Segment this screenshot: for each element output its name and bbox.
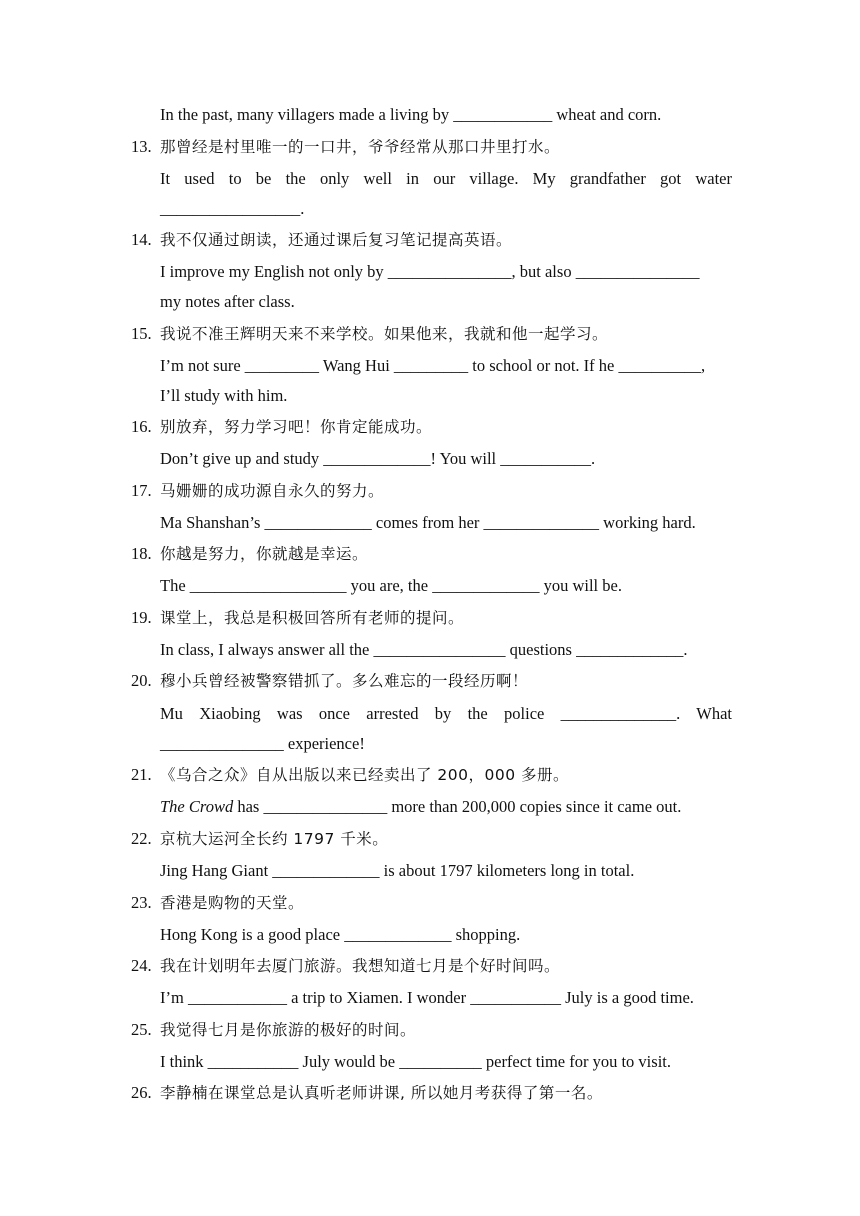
- question-22: [131, 829, 731, 849]
- question-14: [131, 230, 731, 250]
- question-number: 21.: [131, 765, 152, 784]
- question-26: [131, 1083, 731, 1103]
- question-number: 18.: [131, 544, 152, 563]
- question-number: 13.: [131, 137, 152, 156]
- question-20: [131, 671, 731, 691]
- question-prompt: 马姗姗的成功源自永久的努力。: [160, 482, 385, 500]
- answer-line-18: The ___________________ you are, the _____________ you will be.: [160, 576, 622, 595]
- answer-line-17: Ma Shanshan’s _____________ comes from her ______________ working hard.: [160, 513, 696, 532]
- question-number: 22.: [131, 829, 152, 848]
- question-prompt: 我在计划明年去厦门旅游。我想知道七月是个好时间吗。: [160, 957, 561, 975]
- question-18: [131, 544, 731, 564]
- question-number: 14.: [131, 230, 152, 249]
- question-17: [131, 481, 731, 501]
- question-25: [131, 1020, 731, 1040]
- question-24: [131, 956, 731, 976]
- question-number: 17.: [131, 481, 152, 500]
- answer-line-13b: _________________.: [160, 199, 305, 218]
- question-number: 23.: [131, 893, 152, 912]
- answer-line-22: Jing Hang Giant _____________ is about 1797 kilometers long in total.: [160, 861, 635, 880]
- answer-line-21: [160, 797, 732, 817]
- question-prompt: 李静楠在课堂总是认真听老师讲课, 所以她月考获得了第一名。: [160, 1084, 603, 1102]
- answer-line-12: In the past, many villagers made a living by ____________ wheat and corn.: [160, 105, 662, 124]
- question-number: 16.: [131, 417, 152, 436]
- question-16: [131, 417, 731, 437]
- answer-line-20b: _______________ experience!: [160, 734, 365, 753]
- answer-line-14b: my notes after class.: [160, 292, 295, 311]
- question-prompt: 我说不准王辉明天来不来学校。如果他来，我就和他一起学习。: [160, 325, 609, 343]
- answer-line-19: In class, I always answer all the ________________ questions _____________.: [160, 640, 688, 659]
- question-prompt: 我觉得七月是你旅游的极好的时间。: [160, 1021, 417, 1039]
- question-21: [131, 765, 731, 785]
- question-prompt: 你越是努力，你就越是幸运。: [160, 545, 369, 563]
- question-13: [131, 137, 731, 157]
- question-prompt: 我不仅通过朗读，还通过课后复习笔记提高英语。: [160, 231, 513, 249]
- question-number: 15.: [131, 324, 152, 343]
- question-prompt: 京杭大运河全长约 1797 千米。: [160, 830, 389, 848]
- book-title: The Crowd: [160, 797, 234, 816]
- question-prompt: 别放弃，努力学习吧！你肯定能成功。: [160, 418, 433, 436]
- answer-line-13a: It used to be the only well in our village. My grandfather got water: [160, 169, 732, 188]
- answer-line-24: I’m ____________ a trip to Xiamen. I wonder ___________ July is a good time.: [160, 988, 694, 1007]
- question-number: 25.: [131, 1020, 152, 1039]
- question-prompt: 《乌合之众》自从出版以来已经卖出了 200，000 多册。: [160, 766, 570, 784]
- question-prompt: 那曾经是村里唯一的一口井，爷爷经常从那口井里打水。: [160, 138, 561, 156]
- answer-line-20a: Mu Xiaobing was once arrested by the police ______________. What: [160, 704, 732, 723]
- answer-text: has _______________ more than 200,000 copies since it came out.: [233, 797, 682, 816]
- question-number: 26.: [131, 1083, 152, 1102]
- question-number: 24.: [131, 956, 152, 975]
- question-number: 20.: [131, 671, 152, 690]
- question-prompt: 课堂上，我总是积极回答所有老师的提问。: [160, 609, 465, 627]
- question-19: [131, 608, 731, 628]
- question-prompt: 穆小兵曾经被警察错抓了。多么难忘的一段经历啊！: [160, 672, 529, 690]
- answer-line-16: Don’t give up and study _____________! You will ___________.: [160, 449, 596, 468]
- answer-line-14a: I improve my English not only by _______________, but also _______________: [160, 262, 700, 281]
- question-prompt: 香港是购物的天堂。: [160, 894, 305, 912]
- question-number: 19.: [131, 608, 152, 627]
- answer-line-25: I think ___________ July would be __________ perfect time for you to visit.: [160, 1052, 671, 1071]
- answer-line-15a: I’m not sure _________ Wang Hui _________ to school or not. If he __________,: [160, 356, 706, 375]
- question-23: [131, 893, 731, 913]
- answer-line-23: Hong Kong is a good place _____________ shopping.: [160, 925, 521, 944]
- question-15: [131, 324, 731, 344]
- answer-line-15b: I’ll study with him.: [160, 386, 288, 405]
